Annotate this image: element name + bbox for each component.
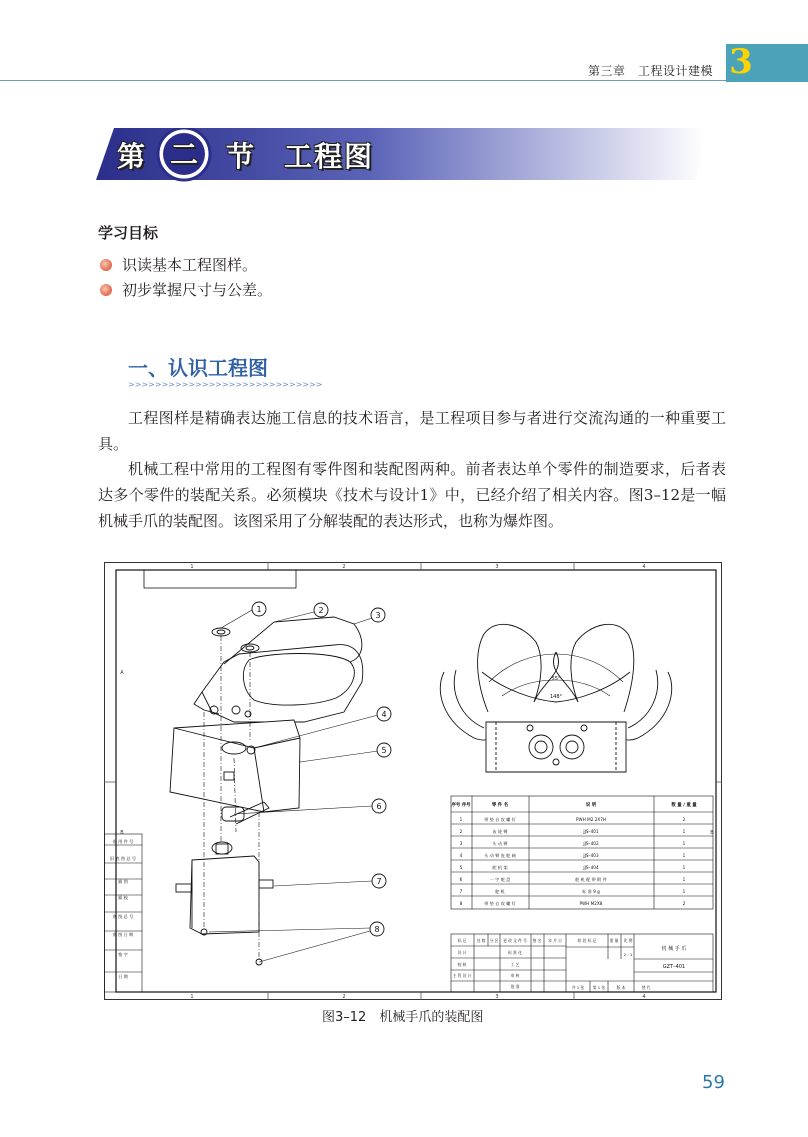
table-cell: 1 xyxy=(682,841,686,846)
title-cell: 替 代 xyxy=(641,985,651,990)
side-cell: 日 期 xyxy=(118,974,128,979)
title-cell: 标 准 化 xyxy=(508,950,522,955)
drawing-code: GZT–401 xyxy=(662,964,686,970)
zone-letter: B xyxy=(710,830,714,836)
figure-caption: 图3–12 机械手爪的装配图 xyxy=(322,1010,484,1025)
title-cell: 分 区 xyxy=(489,938,499,943)
banner-prefix: 第 xyxy=(117,140,146,173)
goal-text: 识读基本工程图样。 xyxy=(122,256,258,274)
title-cell: 设 计 xyxy=(457,950,467,955)
table-cell: PWH M2X8 xyxy=(579,901,603,906)
paragraph-2: 机械工程中常用的工程图有零件图和装配图两种。前者表达单个零件的制造要求，后者表达多个零件的装配关系。必须模块《技术与设计1》中，已经介绍了相关内容。图3–12是一幅机械手爪的装配图。该图采用了分解装配的表达形式，也称为爆炸图。 xyxy=(98,460,726,530)
zone-top: 1 xyxy=(190,564,194,570)
table-header: 说 明 xyxy=(585,803,597,808)
table-cell: 3 xyxy=(459,841,463,846)
chapter-number: 3 xyxy=(729,42,753,82)
zone-top: 4 xyxy=(642,564,646,570)
side-cell: 描 校 xyxy=(118,895,128,900)
table-cell: 带 垫 自 攻 螺 钉 xyxy=(484,817,516,822)
assembly-drawing xyxy=(104,562,722,1000)
title-cell: 共 1 张 xyxy=(571,985,585,990)
table-header: 数 量 / 重 量 xyxy=(671,803,697,808)
balloon: 1 xyxy=(256,605,262,614)
table-cell: 6 xyxy=(459,877,463,882)
title-cell: 批 准 xyxy=(510,984,520,989)
table-header: 序号 序号 xyxy=(451,803,471,808)
page-number: 59 xyxy=(702,1072,725,1093)
balloon: 7 xyxy=(376,877,382,886)
title-cell: 校 核 xyxy=(457,962,467,967)
table-cell: 齿 轮 臂 xyxy=(492,829,508,834)
drawing-name: 机 械 手 爪 xyxy=(661,946,687,952)
title-cell: 年 月 日 xyxy=(548,938,562,943)
table-cell: 5 xyxy=(459,865,463,870)
banner-section-word: 节 xyxy=(226,140,255,173)
title-cell: 审 核 xyxy=(510,973,520,978)
table-cell: 舵 机 架 xyxy=(492,865,508,870)
zone-top: 2 xyxy=(342,564,346,570)
title-cell: 签 名 xyxy=(532,938,542,943)
table-cell: 1 xyxy=(459,817,463,822)
title-cell: 处 数 xyxy=(476,938,486,943)
zone-bottom: 4 xyxy=(642,994,646,1000)
goal-item xyxy=(100,279,272,300)
balloon: 3 xyxy=(375,611,381,620)
zone-top: 3 xyxy=(495,564,499,570)
zone-letter: A xyxy=(120,670,124,676)
table-cell: 7 xyxy=(459,889,463,894)
title-cell: 比 例 xyxy=(623,938,633,943)
table-header: 零 件 名 xyxy=(491,803,509,808)
table-cell: 一 字 舵 盘 xyxy=(489,877,511,882)
table-cell: JJS–403 xyxy=(583,853,599,858)
table-cell: 8 xyxy=(459,901,463,906)
table-cell: 1 xyxy=(682,853,686,858)
balloon: 2 xyxy=(318,606,324,615)
table-cell: 4 xyxy=(459,853,463,858)
table-cell: 头 动 臂 xyxy=(492,841,508,846)
zone-bottom: 3 xyxy=(495,994,499,1000)
title-cell: 重 量 xyxy=(609,938,619,943)
title-cell: 更 改 文 件 号 xyxy=(503,938,527,943)
title-cell: 第 1 张 xyxy=(592,985,606,990)
balloon: 6 xyxy=(376,802,382,811)
table-cell: 舵 机 xyxy=(495,889,505,894)
table-cell: 1 xyxy=(682,865,686,870)
zone-bottom: 2 xyxy=(342,994,346,1000)
header-rule xyxy=(0,80,728,81)
side-cell: 签 字 xyxy=(118,952,128,957)
table-cell: 1 xyxy=(682,829,686,834)
chapter-title: 第三章 工程设计建模 xyxy=(588,64,714,78)
table-cell: 舵 机 配 带 附 件 xyxy=(575,877,607,882)
side-cell: 描 图 xyxy=(118,879,128,884)
side-cell: 借 用 件 号 xyxy=(112,839,134,844)
angle-dimension: 148° xyxy=(549,694,563,700)
section-heading: 一、认识工程图 xyxy=(128,356,268,380)
heading-decoration: >>>>>>>>>>>>>>>>>>>>>>>>>>>>> xyxy=(128,380,323,389)
zone-bottom: 1 xyxy=(190,994,194,1000)
table-cell: PWH M2.2X7H xyxy=(575,817,607,822)
zone-letter: B xyxy=(120,830,124,836)
table-cell: JJS–404 xyxy=(583,865,599,870)
side-cell: 底 图 总 号 xyxy=(112,914,134,919)
side-cell: 旧 底 图 总 号 xyxy=(109,856,137,861)
title-cell: 版 本 xyxy=(616,985,626,990)
goals-title: 学习目标 xyxy=(98,224,159,242)
table-cell: 2 xyxy=(459,829,463,834)
table-cell: 2 xyxy=(682,817,686,822)
bullet-icon xyxy=(100,259,112,271)
title-cell: 标 记 xyxy=(457,938,467,943)
goal-item xyxy=(100,254,257,275)
bullet-icon xyxy=(100,284,112,296)
balloon: 5 xyxy=(381,746,387,755)
table-cell: 头 动 臂 连 舵 轴 xyxy=(484,853,516,858)
angle-dimension: 55° xyxy=(551,676,561,682)
banner-number: 二 xyxy=(169,138,198,171)
paragraph-1: 工程图样是精确表达施工信息的技术语言，是工程项目参与者进行交流沟通的一种重要工具。 xyxy=(98,409,726,453)
balloon: 4 xyxy=(381,710,387,719)
table-cell: 标 准 9 g xyxy=(582,889,600,894)
table-cell: JJS–401 xyxy=(583,829,599,834)
title-cell: 工 艺 xyxy=(510,962,520,967)
table-cell: JJS–402 xyxy=(583,841,599,846)
table-cell: 1 xyxy=(682,889,686,894)
drawing-scale: 2 : 1 xyxy=(623,952,633,957)
title-cell: 阶 段 标 记 xyxy=(577,938,597,943)
goal-text: 初步掌握尺寸与公差。 xyxy=(122,281,273,299)
banner-title: 工程图 xyxy=(284,140,375,173)
table-cell: 带 垫 自 攻 螺 钉 xyxy=(484,901,516,906)
balloon: 8 xyxy=(374,925,380,934)
table-cell: 1 xyxy=(682,877,686,882)
table-cell: 2 xyxy=(682,901,686,906)
side-cell: 底 图 日 期 xyxy=(112,932,134,937)
title-cell: 主 管 设 计 xyxy=(452,973,472,978)
